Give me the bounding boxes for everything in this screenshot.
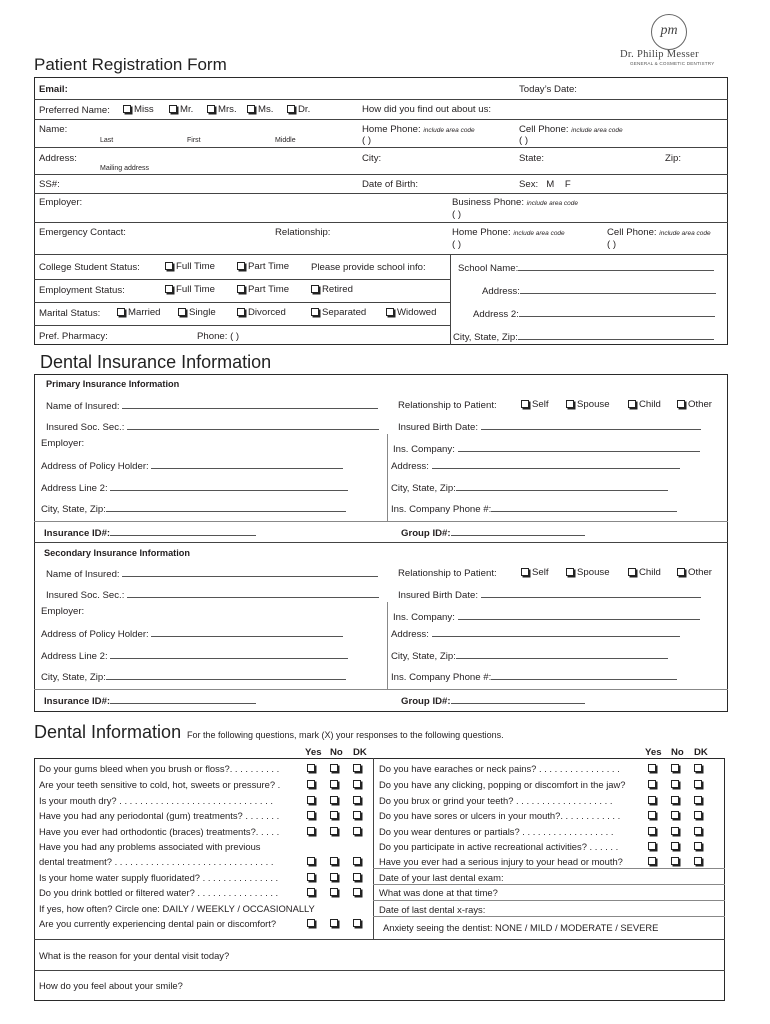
primary-co-phone-field[interactable]: Ins. Company Phone #: <box>391 503 677 515</box>
how-find-label: How did you find out about us: <box>362 104 492 115</box>
checkbox-icon[interactable] <box>671 764 679 772</box>
col-dk-left: DK <box>353 747 367 758</box>
address-label: Address: <box>39 153 77 164</box>
school-name-field[interactable]: School Name: <box>458 262 714 274</box>
checkbox-icon[interactable] <box>677 400 685 408</box>
col-yes-right: Yes <box>645 747 662 758</box>
checkbox-icon[interactable] <box>330 827 338 835</box>
state-label: State: <box>519 153 545 164</box>
q-problems-cont: dental treatment? . . . . . . . . . . . . . . . . . . . . . . . . . . . . . . . <box>39 856 274 867</box>
primary-relationship-label: Relationship to Patient: <box>398 400 497 411</box>
checkbox-icon[interactable] <box>330 857 338 865</box>
checkbox-icon[interactable] <box>353 764 361 772</box>
dob-label: Date of Birth: <box>362 179 418 190</box>
checkbox-icon[interactable] <box>353 919 361 927</box>
city-label: City: <box>362 153 382 164</box>
checkbox-icon[interactable] <box>330 873 338 881</box>
q-bottled: Do you drink bottled or filtered water? . . . . . . . . . . . . . . . . <box>39 887 279 898</box>
checkbox-icon[interactable] <box>165 262 173 270</box>
q-recreational: Do you participate in active recreational activities? . . . . . . <box>379 841 619 852</box>
checkbox-icon[interactable] <box>353 857 361 865</box>
dental-info-title: Dental Information <box>34 722 182 742</box>
rrow-1-checks <box>648 779 705 790</box>
first-label: First <box>187 137 201 144</box>
rrow-2-checks <box>648 795 705 806</box>
name-label: Name: <box>39 124 68 135</box>
sex-label: Sex: M F <box>519 179 571 190</box>
checkbox-icon[interactable] <box>671 827 679 835</box>
primary-csz-left-field[interactable]: City, State, Zip: <box>41 503 346 515</box>
checkbox-icon[interactable] <box>694 764 702 772</box>
checkbox-icon[interactable] <box>694 796 702 804</box>
ec-cell-phone-label: Cell Phone: include area code <box>607 227 711 238</box>
checkbox-icon[interactable] <box>677 568 685 576</box>
secondary-insurance-heading: Secondary Insurance Information <box>44 548 191 558</box>
sex-f[interactable]: F <box>564 179 571 190</box>
checkbox-college-full-time[interactable]: Full Time <box>165 261 215 272</box>
secondary-policy-field[interactable]: Address of Policy Holder: <box>41 628 343 640</box>
checkbox-icon[interactable] <box>311 285 319 293</box>
checkbox-icon[interactable] <box>247 105 255 113</box>
checkbox-icon[interactable] <box>648 764 656 772</box>
q-gums-bleed: Do your gums bleed when you brush or floss?. . . . . . . . . . <box>39 763 280 774</box>
checkbox-icon[interactable] <box>307 873 315 881</box>
primary-insurance-id-field[interactable]: Insurance ID#: <box>44 527 256 539</box>
secondary-checkbox-spouse[interactable]: Spouse <box>566 567 610 578</box>
checkbox-icon[interactable] <box>311 308 319 316</box>
secondary-birth-field[interactable]: Insured Birth Date: <box>398 589 701 601</box>
checkbox-retired[interactable]: Retired <box>311 284 353 295</box>
secondary-checkbox-self[interactable]: Self <box>521 567 549 578</box>
checkbox-icon[interactable] <box>648 780 656 788</box>
checkbox-icon[interactable] <box>671 780 679 788</box>
primary-checkbox-spouse[interactable]: Spouse <box>566 399 610 410</box>
visit-reason-field[interactable]: What is the reason for your dental visit today? <box>39 950 230 961</box>
ec-home-phone-label: Home Phone: include area code <box>452 227 565 238</box>
checkbox-mrs[interactable]: Mrs. <box>207 104 237 115</box>
cell-phone-paren[interactable]: ( ) <box>519 135 529 146</box>
checkbox-icon[interactable] <box>237 308 245 316</box>
checkbox-separated[interactable]: Separated <box>311 307 366 318</box>
row-1-checks <box>307 779 364 790</box>
email-label: Email: <box>39 84 68 95</box>
secondary-co-phone-field[interactable]: Ins. Company Phone #: <box>391 671 677 683</box>
xrays-field[interactable]: Date of last dental x-rays: <box>379 904 486 915</box>
q-periodontal: Have you had any periodontal (gum) treatments? . . . . . . . <box>39 810 280 821</box>
secondary-csz-left-field[interactable]: City, State, Zip: <box>41 671 346 683</box>
middle-label: Middle <box>275 137 296 144</box>
checkbox-icon[interactable] <box>353 827 361 835</box>
checkbox-married[interactable]: Married <box>117 307 161 318</box>
secondary-checkbox-child[interactable]: Child <box>628 567 661 578</box>
q-problems: Have you had any problems associated with previous <box>39 841 261 852</box>
checkbox-emp-part-time[interactable]: Part Time <box>237 284 289 295</box>
primary-ins-company-field[interactable]: Ins. Company: <box>393 443 700 455</box>
school-csz-field[interactable]: City, State, Zip: <box>453 331 714 343</box>
checkbox-icon[interactable] <box>330 919 338 927</box>
primary-checkbox-child[interactable]: Child <box>628 399 661 410</box>
checkbox-icon[interactable] <box>648 796 656 804</box>
checkbox-widowed[interactable]: Widowed <box>386 307 436 318</box>
what-done-field[interactable]: What was done at that time? <box>379 887 498 898</box>
zip-label: Zip: <box>665 153 681 164</box>
logo: pm <box>651 14 687 50</box>
checkbox-icon[interactable] <box>566 568 574 576</box>
checkbox-icon[interactable] <box>307 827 315 835</box>
doctor-name: Dr. Philip Messer <box>620 49 699 60</box>
checkbox-icon[interactable] <box>671 796 679 804</box>
school-info-label: Please provide school info: <box>311 262 426 273</box>
checkbox-icon[interactable] <box>330 811 338 819</box>
col-dk-right: DK <box>694 747 708 758</box>
pharmacy-phone-label: Phone: ( ) <box>197 331 240 342</box>
checkbox-icon[interactable] <box>330 888 338 896</box>
ec-cell-paren[interactable]: ( ) <box>607 239 617 250</box>
primary-csz-field[interactable]: City, State, Zip: <box>391 482 668 494</box>
marital-status-label: Marital Status: <box>39 308 101 319</box>
checkbox-icon[interactable] <box>628 568 636 576</box>
checkbox-icon[interactable] <box>353 888 361 896</box>
checkbox-icon[interactable] <box>694 811 702 819</box>
col-no-right: No <box>671 747 684 758</box>
checkbox-icon[interactable] <box>648 827 656 835</box>
checkbox-icon[interactable] <box>353 780 361 788</box>
checkbox-icon[interactable] <box>694 842 702 850</box>
primary-checkbox-other[interactable]: Other <box>677 399 712 410</box>
checkbox-icon[interactable] <box>307 811 315 819</box>
checkbox-emp-full-time[interactable]: Full Time <box>165 284 215 295</box>
checkbox-mr[interactable]: Mr. <box>169 104 193 115</box>
secondary-group-id-field[interactable]: Group ID#: <box>401 695 585 707</box>
rrow-3-checks <box>648 810 705 821</box>
checkbox-icon[interactable] <box>237 262 245 270</box>
employer-label: Employer: <box>39 197 83 208</box>
checkbox-icon[interactable] <box>648 857 656 865</box>
checkbox-icon[interactable] <box>521 400 529 408</box>
q-sensitive: Are your teeth sensitive to cold, hot, sweets or pressure? . <box>39 779 281 790</box>
row-7-checks <box>307 887 364 898</box>
checkbox-icon[interactable] <box>386 308 394 316</box>
checkbox-icon[interactable] <box>287 105 295 113</box>
checkbox-icon[interactable] <box>353 873 361 881</box>
relationship-label: Relationship: <box>275 227 331 238</box>
row-8-checks <box>307 918 364 929</box>
secondary-csz-field[interactable]: City, State, Zip: <box>391 650 668 662</box>
row-3-checks <box>307 810 364 821</box>
college-status-label: College Student Status: <box>39 262 140 273</box>
row-4-checks <box>307 826 364 837</box>
checkbox-single[interactable]: Single <box>178 307 216 318</box>
checkbox-icon[interactable] <box>628 400 636 408</box>
checkbox-icon[interactable] <box>178 308 186 316</box>
checkbox-miss[interactable]: Miss <box>123 104 154 115</box>
col-yes-left: Yes <box>305 747 322 758</box>
cell-phone-label: Cell Phone: include area code <box>519 124 623 135</box>
primary-employer-label: Employer: <box>41 438 85 449</box>
home-phone-label: Home Phone: include area code <box>362 124 475 135</box>
doctor-subtitle: GENERAL & COSMETIC DENTISTRY <box>630 61 715 66</box>
checkbox-icon[interactable] <box>307 764 315 772</box>
checkbox-icon[interactable] <box>671 857 679 865</box>
checkbox-icon[interactable] <box>307 780 315 788</box>
primary-line2-field[interactable]: Address Line 2: <box>41 482 348 494</box>
row-6-checks <box>307 872 364 883</box>
q-jaw: Do you have any clicking, popping or discomfort in the jaw? <box>379 779 626 790</box>
todays-date-label: Today’s Date: <box>519 84 577 95</box>
checkbox-icon[interactable] <box>237 285 245 293</box>
checkbox-college-part-time[interactable]: Part Time <box>237 261 289 272</box>
rrow-0-checks <box>648 763 705 774</box>
checkbox-icon[interactable] <box>123 105 131 113</box>
secondary-relationship-label: Relationship to Patient: <box>398 568 497 579</box>
checkbox-divorced[interactable]: Divorced <box>237 307 286 318</box>
checkbox-icon[interactable] <box>307 919 315 927</box>
secondary-ins-company-field[interactable]: Ins. Company: <box>393 611 700 623</box>
checkbox-icon[interactable] <box>671 811 679 819</box>
smile-feeling-field[interactable]: How do you feel about your smile? <box>39 980 183 991</box>
checkbox-icon[interactable] <box>671 842 679 850</box>
secondary-address-field[interactable]: Address: <box>391 628 680 640</box>
primary-checkbox-self[interactable]: Self <box>521 399 549 410</box>
checkbox-icon[interactable] <box>353 796 361 804</box>
mailing-address-label: Mailing address <box>100 165 150 172</box>
primary-address-field[interactable]: Address: <box>391 460 680 472</box>
business-phone-label: Business Phone: include area code <box>452 197 578 208</box>
secondary-insured-field[interactable]: Name of Insured: <box>46 568 378 580</box>
secondary-employer-label: Employer: <box>41 606 85 617</box>
ss-label: SS#: <box>39 179 60 190</box>
employment-status-label: Employment Status: <box>39 285 125 296</box>
rrow-6-checks <box>648 856 705 867</box>
checkbox-icon[interactable] <box>330 796 338 804</box>
dental-instructions: For the following questions, mark (X) your responses to the following questions. <box>187 730 504 740</box>
q-mouth-dry: Is your mouth dry? . . . . . . . . . . . . . . . . . . . . . . . . . . . . . . <box>39 795 273 806</box>
primary-group-id-field[interactable]: Group ID#: <box>401 527 585 539</box>
checkbox-icon[interactable] <box>353 811 361 819</box>
anxiety-field[interactable]: Anxiety seeing the dentist: NONE / MILD / MODERATE / SEVERE <box>383 922 659 933</box>
home-phone-paren[interactable]: ( ) <box>362 135 372 146</box>
patient-info-box <box>34 77 728 345</box>
q-brux: Do you brux or grind your teeth? . . . . . . . . . . . . . . . . . . . <box>379 795 613 806</box>
school-address-field[interactable]: Address: <box>482 285 716 297</box>
q-how-often: If yes, how often? Circle one: DAILY / WEEKLY / OCCASIONALLY <box>39 903 315 914</box>
checkbox-icon[interactable] <box>694 827 702 835</box>
preferred-name-label: Preferred Name: <box>39 105 110 116</box>
q-injury: Have you ever had a serious injury to your head or mouth? <box>379 856 623 867</box>
primary-insured-field[interactable]: Name of Insured: <box>46 400 378 412</box>
checkbox-icon[interactable] <box>307 857 315 865</box>
checkbox-icon[interactable] <box>117 308 125 316</box>
checkbox-icon[interactable] <box>694 857 702 865</box>
row-5-checks <box>307 856 364 867</box>
emergency-contact-label: Emergency Contact: <box>39 227 126 238</box>
primary-policy-field[interactable]: Address of Policy Holder: <box>41 460 343 472</box>
checkbox-icon[interactable] <box>165 285 173 293</box>
insurance-title: Dental Insurance Information <box>40 352 272 372</box>
secondary-insurance-id-field[interactable]: Insurance ID#: <box>44 695 256 707</box>
checkbox-icon[interactable] <box>521 568 529 576</box>
q-pain: Are you currently experiencing dental pain or discomfort? <box>39 918 277 929</box>
checkbox-ms[interactable]: Ms. <box>247 104 273 115</box>
secondary-soc-field[interactable]: Insured Soc. Sec.: <box>46 589 379 601</box>
ec-home-paren[interactable]: ( ) <box>452 239 462 250</box>
last-label: Last <box>100 137 114 144</box>
primary-insurance-heading: Primary Insurance Information <box>46 379 180 389</box>
checkbox-dr[interactable]: Dr. <box>287 104 310 115</box>
q-earaches: Do you have earaches or neck pains? . . . . . . . . . . . . . . . . <box>379 763 620 774</box>
checkbox-icon[interactable] <box>566 400 574 408</box>
secondary-checkbox-other[interactable]: Other <box>677 567 712 578</box>
checkbox-icon[interactable] <box>330 780 338 788</box>
rrow-4-checks <box>648 826 705 837</box>
checkbox-icon[interactable] <box>307 796 315 804</box>
checkbox-icon[interactable] <box>694 780 702 788</box>
q-sores: Do you have sores or ulcers in your mouth?. . . . . . . . . . . . <box>379 810 621 821</box>
primary-birth-field[interactable]: Insured Birth Date: <box>398 421 701 433</box>
page-title: Patient Registration Form <box>34 55 227 74</box>
rrow-5-checks <box>648 841 705 852</box>
checkbox-icon[interactable] <box>648 842 656 850</box>
pharmacy-label: Pref. Pharmacy: <box>39 331 108 342</box>
business-phone-paren[interactable]: ( ) <box>452 209 462 220</box>
checkbox-icon[interactable] <box>330 764 338 772</box>
checkbox-icon[interactable] <box>307 888 315 896</box>
q-dentures: Do you wear dentures or partials? . . . . . . . . . . . . . . . . . . <box>379 826 614 837</box>
primary-soc-field[interactable]: Insured Soc. Sec.: <box>46 421 379 433</box>
q-fluoridated: Is your home water supply fluoridated? . . . . . . . . . . . . . . . <box>39 872 279 883</box>
checkbox-icon[interactable] <box>648 811 656 819</box>
last-exam-field[interactable]: Date of your last dental exam: <box>379 872 504 883</box>
sex-m[interactable]: M <box>546 179 555 190</box>
checkbox-icon[interactable] <box>169 105 177 113</box>
row-2-checks <box>307 795 364 806</box>
secondary-line2-field[interactable]: Address Line 2: <box>41 650 348 662</box>
col-no-left: No <box>330 747 343 758</box>
q-orthodontic: Have you ever had orthodontic (braces) treatments?. . . . . <box>39 826 280 837</box>
school-address2-field[interactable]: Address 2: <box>473 308 715 320</box>
row-0-checks <box>307 763 364 774</box>
checkbox-icon[interactable] <box>207 105 215 113</box>
